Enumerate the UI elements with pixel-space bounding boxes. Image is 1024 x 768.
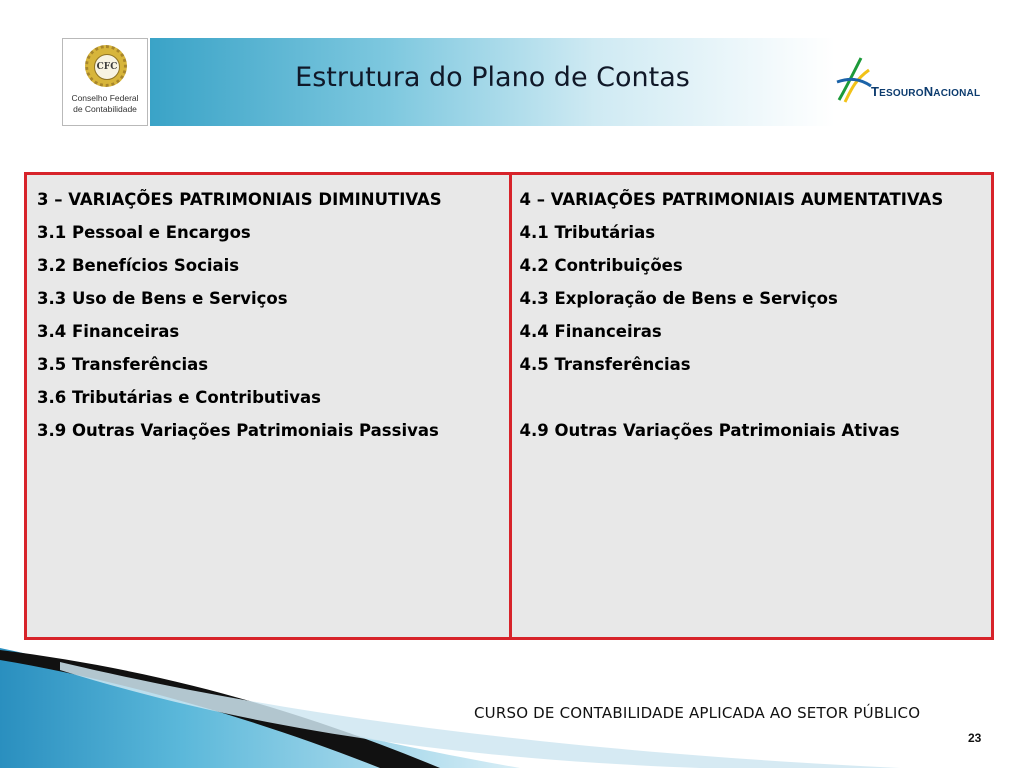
diminutivas-column	[27, 175, 512, 637]
left-line-0: 3 – VARIAÇÕES PATRIMONIAIS DIMINUTIVAS	[37, 190, 442, 209]
right-line-1: 4.1 Tributárias	[519, 223, 656, 242]
right-line-5: 4.5 Transferências	[519, 355, 691, 374]
left-line-5: 3.5 Transferências	[37, 355, 209, 374]
right-line-0: 4 – VARIAÇÕES PATRIMONIAIS AUMENTATIVAS	[519, 190, 944, 209]
tesouro-swoosh-icon	[835, 56, 875, 104]
right-line-6	[520, 381, 982, 414]
tn-esouro: ESOURO	[879, 88, 924, 99]
left-line-7: 3.9 Outras Variações Patrimoniais Passivas	[37, 421, 439, 440]
page-number: 23	[968, 731, 982, 745]
cfc-abbr: CFC	[94, 54, 120, 80]
tesouro-nacional-wordmark	[871, 84, 980, 99]
left-line-1: 3.1 Pessoal e Encargos	[37, 223, 251, 242]
tn-n: N	[923, 84, 934, 99]
aumentativas-column	[512, 175, 992, 637]
left-line-2: 3.2 Benefícios Sociais	[37, 256, 240, 275]
left-line-3: 3.3 Uso de Bens e Serviços	[37, 289, 288, 308]
tn-t: T	[871, 84, 880, 99]
page-title: Estrutura do Plano de Contas	[295, 62, 690, 93]
left-line-4: 3.4 Financeiras	[37, 322, 180, 341]
tesouro-nacional-logo	[835, 56, 1005, 108]
cfc-gear-icon	[85, 45, 127, 87]
cfc-logo	[62, 38, 148, 126]
tn-acional: ACIONAL	[933, 88, 981, 99]
cfc-caption-line2: de Contabilidade	[73, 104, 137, 114]
accounts-table	[24, 172, 994, 640]
cfc-caption-line1: Conselho Federal	[71, 93, 139, 103]
right-line-4: 4.4 Financeiras	[519, 322, 662, 341]
right-line-2: 4.2 Contribuições	[519, 256, 683, 275]
cfc-caption	[65, 93, 145, 115]
right-line-3: 4.3 Exploração de Bens e Serviços	[519, 289, 838, 308]
left-line-6: 3.6 Tributárias e Contributivas	[37, 388, 321, 407]
right-line-7: 4.9 Outras Variações Patrimoniais Ativas	[519, 421, 900, 440]
course-title: CURSO DE CONTABILIDADE APLICADA AO SETOR PÚBLICO	[474, 704, 921, 722]
